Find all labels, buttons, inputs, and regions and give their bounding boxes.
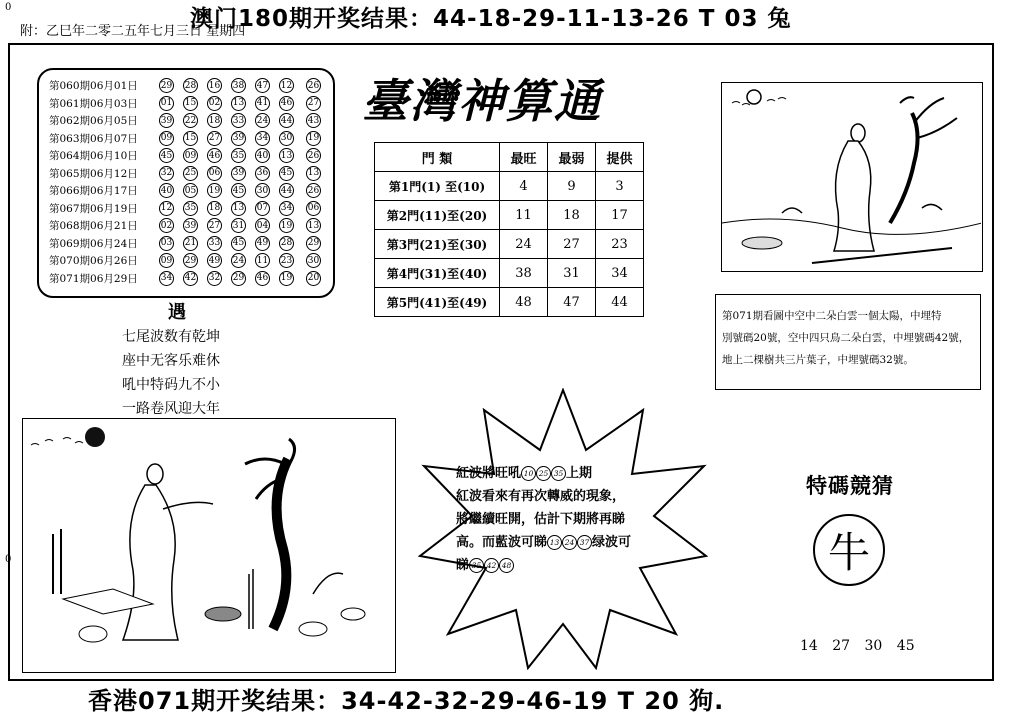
- number-ball: 29: [183, 253, 198, 268]
- number-ball: 06: [207, 166, 222, 181]
- analysis-line: [456, 531, 671, 554]
- number-ball: 15: [183, 96, 198, 111]
- gate-header-max: 最旺: [500, 143, 548, 172]
- number-ball: 18: [207, 201, 222, 216]
- special-number-ball: 20: [306, 271, 321, 286]
- gate-min: 9: [548, 172, 596, 201]
- note-line: 別號碼20號，空中四只鳥二朵白雲，中埋號碼42號，: [722, 332, 970, 344]
- number-ball: 31: [231, 218, 246, 233]
- number-ball: 34: [279, 201, 294, 216]
- number-ball: 35: [231, 148, 246, 163]
- number-ball: 33: [207, 236, 222, 251]
- special-code-guess-title: 特碼競猜: [806, 473, 894, 498]
- hongkong-result-title: 香港071期开奖结果：34-42-32-29-46-19 T 20 狗.: [88, 687, 725, 715]
- number-ball: 19: [279, 271, 294, 286]
- gate-header-category: 門 類: [375, 143, 500, 172]
- number-ball: 45: [159, 148, 174, 163]
- number-ball: 41: [255, 96, 270, 111]
- ball-48: 48: [499, 558, 514, 573]
- number-ball: 07: [255, 201, 270, 216]
- note-line: 第071期看圖中空中二朵白雲一個太陽，中埋特: [722, 310, 942, 322]
- special-number-ball: 29: [306, 236, 321, 251]
- number-ball: 12: [279, 78, 294, 93]
- gate-offer: 3: [596, 172, 644, 201]
- gate-table: [374, 142, 644, 317]
- verse-line: 座中无客乐难休: [122, 353, 220, 369]
- gate-max: 48: [500, 288, 548, 317]
- number-ball: 28: [183, 78, 198, 93]
- ball-24: 24: [562, 535, 577, 550]
- number-ball: 11: [255, 253, 270, 268]
- draw-period-label: 第065期06月12日: [49, 167, 138, 180]
- special-number-ball: 13: [306, 218, 321, 233]
- draw-period-label: 第063期06月07日: [49, 132, 138, 145]
- ball-42: 42: [484, 558, 499, 573]
- draw-history-panel: [37, 68, 335, 298]
- taiwan-shensuantong-logo: 臺灣神算通: [362, 74, 602, 128]
- number-ball: 40: [255, 148, 270, 163]
- ball-10: 10: [521, 466, 536, 481]
- verse-line: 七尾波数有乾坤: [122, 329, 220, 345]
- ball-35: 35: [469, 558, 484, 573]
- ball-35: 35: [551, 466, 566, 481]
- number-ball: 39: [231, 166, 246, 181]
- number-ball: 23: [279, 253, 294, 268]
- draw-period-label: 第068期06月21日: [49, 220, 138, 233]
- number-ball: 01: [159, 96, 174, 111]
- number-ball: 12: [159, 201, 174, 216]
- gate-max: 4: [500, 172, 548, 201]
- special-number-ball: 26: [306, 78, 321, 93]
- number-ball: 16: [207, 78, 222, 93]
- gate-offer: 23: [596, 230, 644, 259]
- draw-numbers: [159, 96, 330, 111]
- analysis-line: [456, 554, 671, 577]
- number-ball: 39: [159, 113, 174, 128]
- number-ball: 15: [183, 131, 198, 146]
- draw-period-label: 第066期06月17日: [49, 185, 138, 198]
- analysis-text: 绿波可: [592, 535, 632, 550]
- number-ball: 03: [159, 236, 174, 251]
- special-number-ball: 43: [306, 113, 321, 128]
- ball-13: 13: [547, 535, 562, 550]
- number-ball: 29: [231, 271, 246, 286]
- number-ball: 30: [255, 183, 270, 198]
- draw-row: [49, 182, 333, 200]
- gate-header-offer: 提供: [596, 143, 644, 172]
- number-ball: 46: [255, 271, 270, 286]
- ball-37: 37: [577, 535, 592, 550]
- gate-max: 38: [500, 259, 548, 288]
- number-ball: 33: [231, 113, 246, 128]
- gate-row: [375, 288, 644, 317]
- draw-numbers: [159, 148, 330, 163]
- analysis-line: 紅波看來有再次轉威的現象，: [456, 489, 626, 504]
- number-ball: 32: [207, 271, 222, 286]
- note-line: 地上二棵樹共三片葉子，中埋號碼32號。: [722, 354, 914, 366]
- number-ball: 24: [231, 253, 246, 268]
- number-ball: 24: [255, 113, 270, 128]
- draw-row: [49, 147, 333, 165]
- draw-row: [49, 130, 333, 148]
- guess-numbers: 14 27 30 45: [800, 638, 915, 654]
- number-ball: 32: [159, 166, 174, 181]
- number-ball: 27: [207, 218, 222, 233]
- number-ball: 45: [279, 166, 294, 181]
- gate-table-header: [375, 143, 644, 172]
- draw-row: [49, 235, 333, 253]
- number-ball: 22: [183, 113, 198, 128]
- gate-row: [375, 201, 644, 230]
- draw-period-label: 第069期06月24日: [49, 237, 138, 250]
- draw-period-label: 第067期06月19日: [49, 202, 138, 215]
- number-ball: 21: [183, 236, 198, 251]
- number-ball: 44: [279, 183, 294, 198]
- number-ball: 28: [279, 236, 294, 251]
- special-number-ball: 30: [306, 253, 321, 268]
- number-ball: 35: [183, 201, 198, 216]
- gate-offer: 17: [596, 201, 644, 230]
- analysis-text: 睇: [456, 558, 470, 573]
- number-ball: 49: [255, 236, 270, 251]
- number-ball: 40: [159, 183, 174, 198]
- number-ball: 36: [255, 166, 270, 181]
- number-ball: 46: [207, 148, 222, 163]
- number-ball: 02: [207, 96, 222, 111]
- scholar-illustration-top: [721, 82, 983, 272]
- gate-min: 47: [548, 288, 596, 317]
- draw-numbers: [159, 253, 330, 268]
- number-ball: 46: [279, 96, 294, 111]
- gate-min: 27: [548, 230, 596, 259]
- corner-mark-middle: 0: [5, 554, 12, 565]
- gate-range: 第4門(31)至(40): [375, 259, 500, 288]
- draw-numbers: [159, 78, 330, 93]
- draw-period-label: 第070期06月26日: [49, 255, 138, 268]
- draw-period-label: 第071期06月29日: [49, 272, 138, 285]
- gate-row: [375, 230, 644, 259]
- special-number-ball: 13: [306, 166, 321, 181]
- draw-period-label: 第061期06月03日: [49, 97, 138, 110]
- number-ball: 09: [159, 131, 174, 146]
- number-ball: 30: [279, 131, 294, 146]
- verse-title: 遇: [168, 302, 186, 323]
- number-ball: 34: [159, 271, 174, 286]
- gate-range: 第2門(11)至(20): [375, 201, 500, 230]
- special-number-ball: 19: [306, 131, 321, 146]
- number-ball: 39: [231, 131, 246, 146]
- special-number-ball: 26: [306, 183, 321, 198]
- analysis-line: [456, 462, 671, 485]
- draw-numbers: [159, 271, 330, 286]
- corner-mark-top: 0: [5, 2, 12, 13]
- wave-analysis-text: [456, 462, 671, 577]
- number-ball: 29: [159, 78, 174, 93]
- analysis-text: 紅波將旺吼: [456, 466, 522, 481]
- zodiac-character: 牛: [827, 528, 870, 577]
- gate-min: 18: [548, 201, 596, 230]
- number-ball: 25: [183, 166, 198, 181]
- draw-numbers: [159, 183, 330, 198]
- draw-row: [49, 165, 333, 183]
- gate-min: 31: [548, 259, 596, 288]
- gate-row: [375, 259, 644, 288]
- verse-line: 一路卷风迎大年: [122, 401, 220, 417]
- gate-header-min: 最弱: [548, 143, 596, 172]
- number-ball: 34: [255, 131, 270, 146]
- number-ball: 38: [231, 78, 246, 93]
- draw-numbers: [159, 201, 330, 216]
- gate-range: 第5門(41)至(49): [375, 288, 500, 317]
- number-ball: 45: [231, 183, 246, 198]
- number-ball: 18: [207, 113, 222, 128]
- draw-row: [49, 217, 333, 235]
- number-ball: 02: [159, 218, 174, 233]
- gate-row: [375, 172, 644, 201]
- special-number-ball: 06: [306, 201, 321, 216]
- analysis-text: 上期: [566, 466, 593, 481]
- puzzle-note: [715, 294, 981, 390]
- verse-line: 吼中特码九不小: [122, 377, 220, 393]
- number-ball: 39: [183, 218, 198, 233]
- number-ball: 44: [279, 113, 294, 128]
- draw-period-label: 第060期06月01日: [49, 80, 138, 93]
- draw-row: [49, 95, 333, 113]
- number-ball: 27: [207, 131, 222, 146]
- number-ball: 09: [183, 148, 198, 163]
- number-ball: 13: [231, 201, 246, 216]
- number-ball: 45: [231, 236, 246, 251]
- special-number-ball: 26: [306, 148, 321, 163]
- gate-offer: 34: [596, 259, 644, 288]
- draw-numbers: [159, 113, 330, 128]
- macau-result-title: 澳门180期开奖结果：44-18-29-11-13-26 T 03 兔: [190, 6, 792, 32]
- number-ball: 04: [255, 218, 270, 233]
- draw-numbers: [159, 166, 330, 181]
- number-ball: 19: [279, 218, 294, 233]
- draw-period-label: 第064期06月10日: [49, 150, 138, 163]
- draw-row: [49, 200, 333, 218]
- draw-numbers: [159, 131, 330, 146]
- gate-range: 第1門(1) 至(10): [375, 172, 500, 201]
- special-number-ball: 27: [306, 96, 321, 111]
- lunar-date-line: 附：乙巳年二零二五年七月三日 星期四: [20, 24, 246, 39]
- zodiac-circle: [813, 514, 885, 586]
- draw-row: [49, 112, 333, 130]
- number-ball: 42: [183, 271, 198, 286]
- number-ball: 47: [255, 78, 270, 93]
- draw-period-label: 第062期06月05日: [49, 115, 138, 128]
- analysis-line: 將繼續旺開，估計下期將再睇: [456, 512, 626, 527]
- draw-numbers: [159, 218, 330, 233]
- number-ball: 13: [279, 148, 294, 163]
- gate-offer: 44: [596, 288, 644, 317]
- draw-row: [49, 77, 333, 95]
- ball-25: 25: [536, 466, 551, 481]
- scholar-illustration-bottom: [22, 418, 396, 673]
- draw-numbers: [159, 236, 330, 251]
- draw-row: [49, 252, 333, 270]
- number-ball: 09: [159, 253, 174, 268]
- number-ball: 05: [183, 183, 198, 198]
- gate-range: 第3門(21)至(30): [375, 230, 500, 259]
- number-ball: 13: [231, 96, 246, 111]
- gate-max: 24: [500, 230, 548, 259]
- draw-row: [49, 270, 333, 288]
- number-ball: 49: [207, 253, 222, 268]
- gate-max: 11: [500, 201, 548, 230]
- analysis-text: 高。而藍波可睇: [456, 535, 548, 550]
- number-ball: 19: [207, 183, 222, 198]
